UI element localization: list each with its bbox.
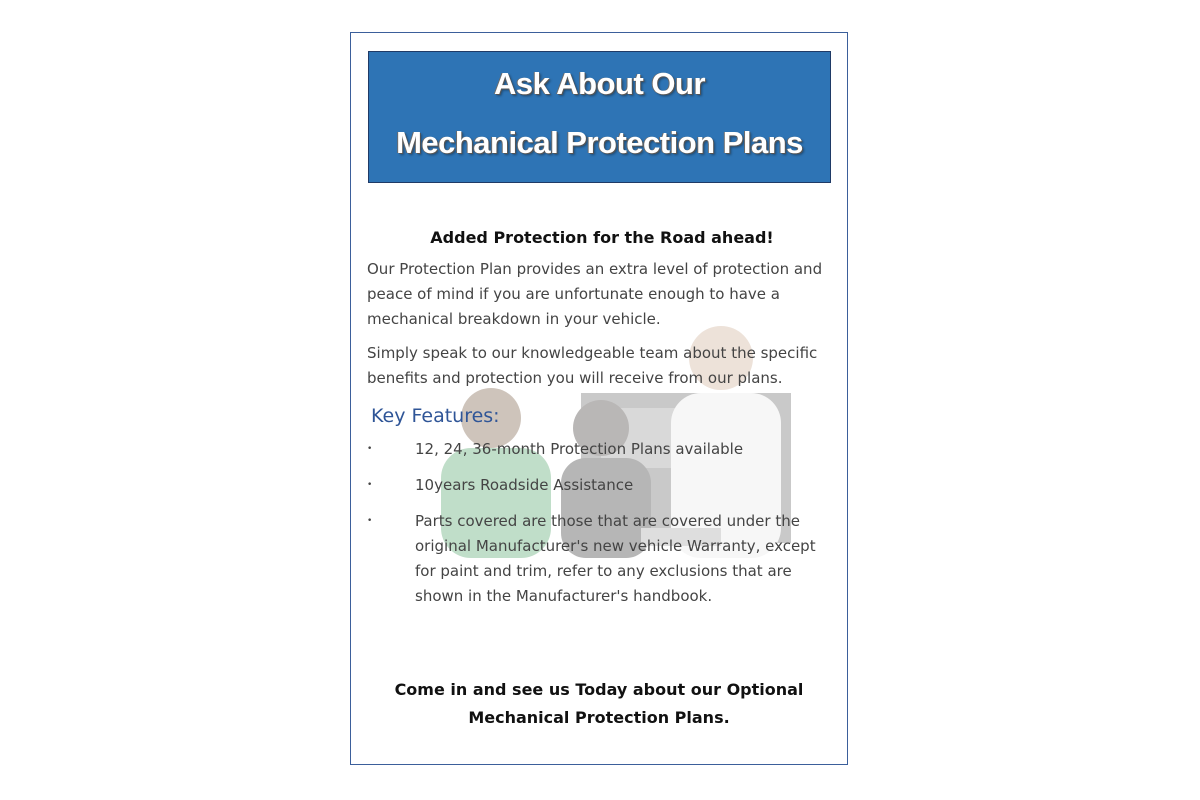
flyer-content	[367, 228, 837, 620]
features-list	[367, 437, 837, 609]
subheading: Added Protection for the Road ahead!	[430, 228, 774, 247]
closing-message	[351, 676, 847, 732]
feature-text: Parts covered are those that are covered under the original Manufacturer's new vehicle Warranty, except for paint and trim, refer to any exclusions that are shown in the Manufacturer's handbook.	[415, 512, 816, 605]
closing-line1: Come in and see us Today about our Optional	[394, 680, 804, 699]
banner-title-line2: Mechanical Protection Plans	[396, 125, 803, 160]
closing-line2: Mechanical Protection Plans.	[468, 708, 730, 727]
feature-text: 10years Roadside Assistance	[415, 476, 634, 494]
key-features-heading: Key Features:	[371, 405, 500, 427]
bullet-icon: •	[367, 480, 373, 490]
feature-item	[367, 437, 837, 462]
banner-title-line1: Ask About Our	[493, 66, 706, 101]
feature-item	[367, 509, 837, 609]
title-banner	[368, 51, 831, 183]
feature-item	[367, 473, 837, 498]
team-paragraph: Simply speak to our knowledgeable team about the specific benefits and protection you will receive from our plans.	[367, 344, 818, 387]
bullet-icon: •	[367, 516, 373, 526]
intro-paragraph: Our Protection Plan provides an extra level of protection and peace of mind if you are unfortunate enough to have a mechanical breakdown in your vehicle.	[367, 260, 823, 328]
feature-text: 12, 24, 36-month Protection Plans available	[415, 440, 744, 458]
flyer-page	[350, 32, 848, 765]
bullet-icon: •	[367, 444, 373, 454]
